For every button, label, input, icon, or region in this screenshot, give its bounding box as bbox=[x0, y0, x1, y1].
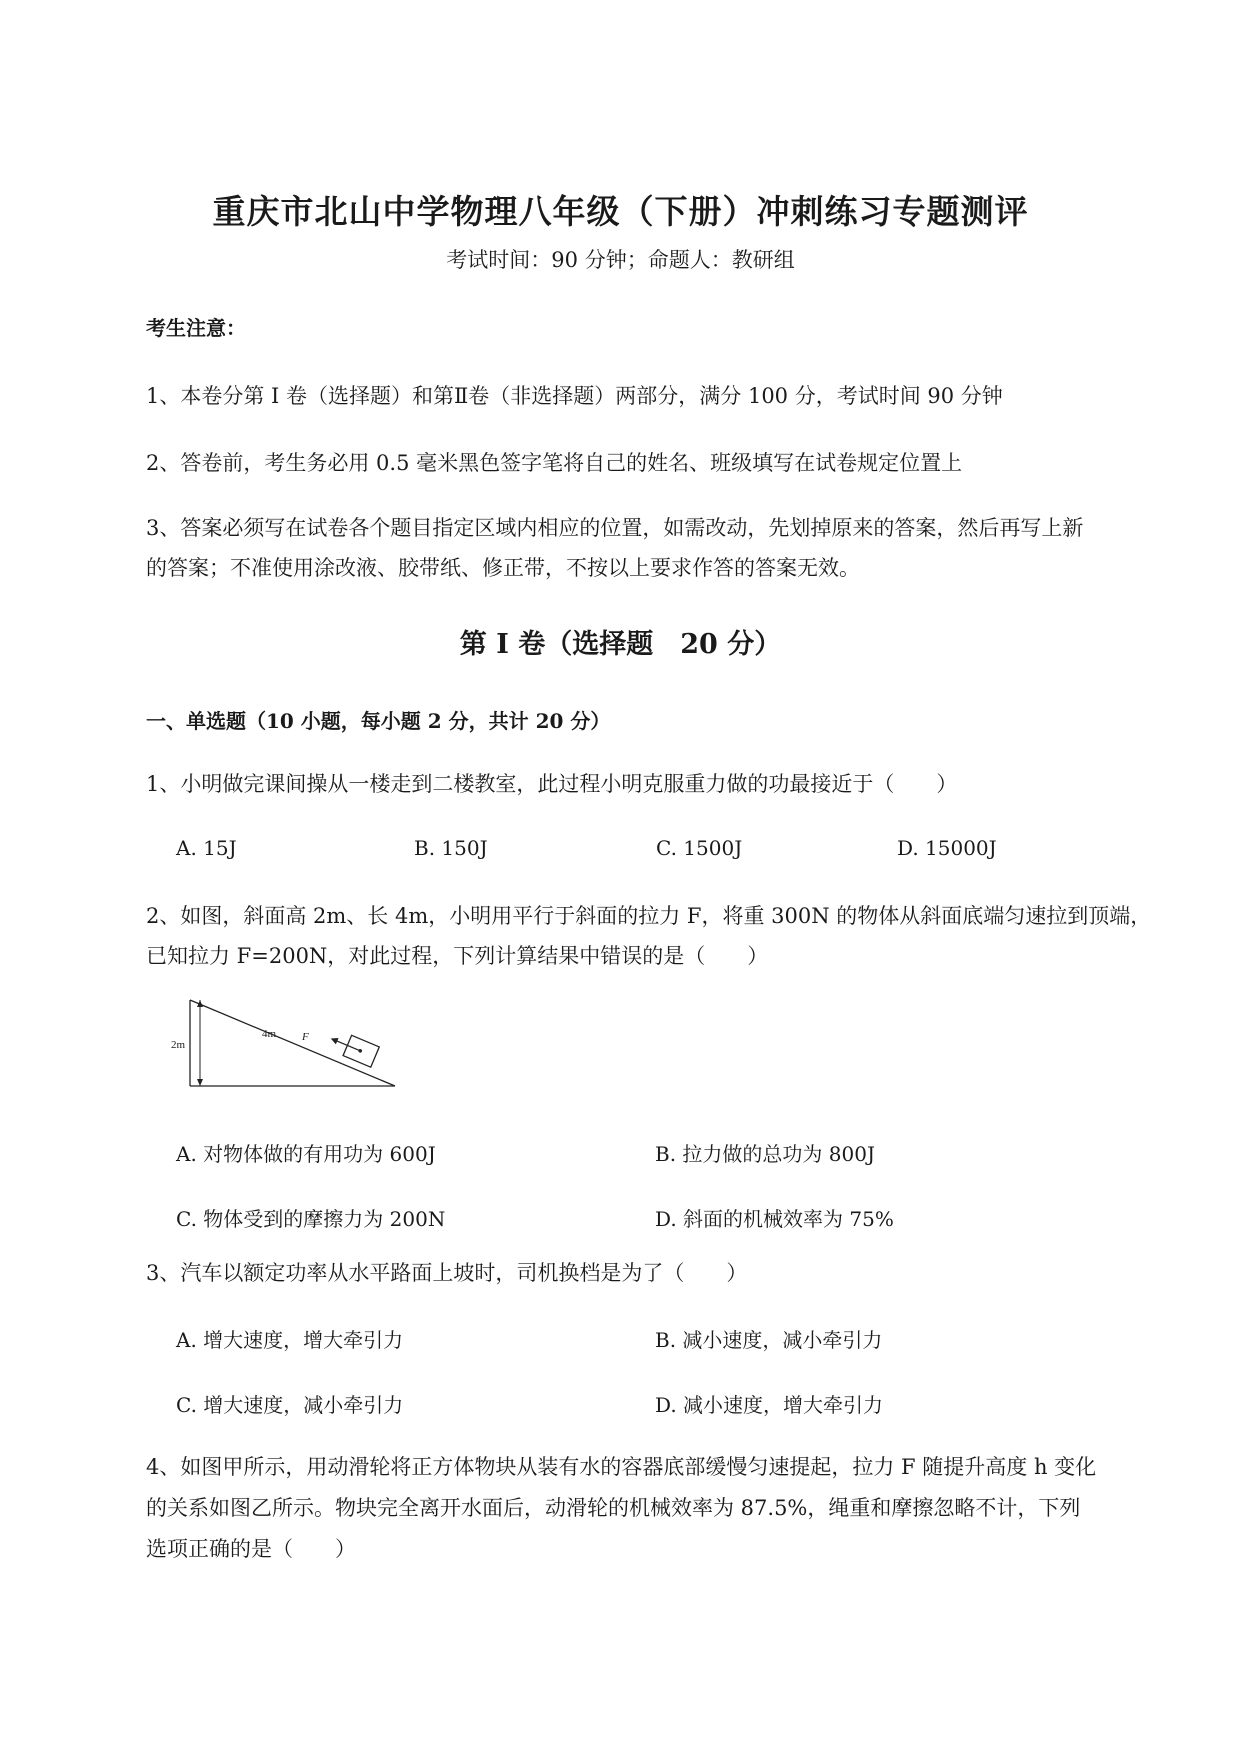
question-2-stem-line-2: 已知拉力 F=200N，对此过程，下列计算结果中错误的是（ ） bbox=[146, 944, 769, 968]
question-4-stem-line-2: 的关系如图乙所示。物块完全离开水面后，动滑轮的机械效率为 87.5%，绳重和摩擦忽略不计，下列 bbox=[146, 1496, 1081, 1520]
question-3-stem: 3、汽车以额定功率从水平路面上坡时，司机换档是为了（ ） bbox=[146, 1261, 748, 1285]
exam-info: 考试时间：90 分钟；命题人：教研组 bbox=[446, 248, 795, 272]
notice-item-1: 1、本卷分第 I 卷（选择题）和第Ⅱ卷（非选择题）两部分，满分 100 分，考试时间 90 分钟 bbox=[146, 384, 1003, 408]
question-3-option-d: D. 减小速度，增大牵引力 bbox=[655, 1393, 884, 1417]
height-arrow-bottom-icon bbox=[197, 1079, 203, 1086]
question-2-option-c: C. 物体受到的摩擦力为 200N bbox=[176, 1207, 446, 1231]
question-1-stem: 1、小明做完课间操从一楼走到二楼教室，此过程小明克服重力做的功最接近于（ ） bbox=[146, 772, 958, 796]
question-2-option-b: B. 拉力做的总功为 800J bbox=[655, 1142, 875, 1166]
subsection-heading: 一、单选题（10 小题，每小题 2 分，共计 20 分） bbox=[146, 709, 611, 733]
length-label: 4m bbox=[262, 1028, 277, 1040]
notice-item-2: 2、答卷前，考生务必用 0.5 毫米黑色签字笔将自己的姓名、班级填写在试卷规定位置上 bbox=[146, 451, 963, 475]
question-1-option-d: D. 15000J bbox=[897, 836, 997, 860]
question-3-option-c: C. 增大速度，减小牵引力 bbox=[176, 1393, 404, 1417]
notice-item-3: 3、答案必须写在试卷各个题目指定区域内相应的位置，如需改动，先划掉原来的答案，然后再写上新 bbox=[146, 516, 1084, 540]
question-1-option-c: C. 1500J bbox=[656, 836, 743, 860]
notice-heading: 考生注意： bbox=[146, 316, 246, 340]
page-title: 重庆市北山中学物理八年级（下册）冲刺练习专题测评 bbox=[212, 192, 1029, 231]
question-1-option-a: A. 15J bbox=[176, 836, 237, 860]
question-2-stem-line-1: 2、如图，斜面高 2m、长 4m，小明用平行于斜面的拉力 F，将重 300N 的物体从斜面底端匀速拉到顶端， bbox=[146, 904, 1152, 928]
incline-figure bbox=[170, 990, 410, 1095]
block-on-incline bbox=[327, 1028, 380, 1067]
question-3-option-b: B. 减小速度，减小牵引力 bbox=[655, 1328, 883, 1352]
force-label: F bbox=[302, 1031, 309, 1043]
question-4-stem-line-1: 4、如图甲所示，用动滑轮将正方体物块从装有水的容器底部缓慢匀速提起，拉力 F 随提升高度 h 变化 bbox=[146, 1455, 1097, 1479]
question-2-option-a: A. 对物体做的有用功为 600J bbox=[176, 1142, 436, 1166]
height-label: 2m bbox=[170, 1039, 186, 1051]
section-title: 第 I 卷（选择题 20 分） bbox=[459, 629, 782, 660]
question-3-option-a: A. 增大速度，增大牵引力 bbox=[176, 1328, 404, 1352]
notice-item-3-cont: 的答案；不准使用涂改液、胶带纸、修正带，不按以上要求作答的答案无效。 bbox=[146, 556, 860, 580]
question-4-stem-line-3: 选项正确的是（ ） bbox=[146, 1537, 356, 1561]
question-2-option-d: D. 斜面的机械效率为 75% bbox=[655, 1207, 894, 1231]
question-1-option-b: B. 150J bbox=[414, 836, 488, 860]
